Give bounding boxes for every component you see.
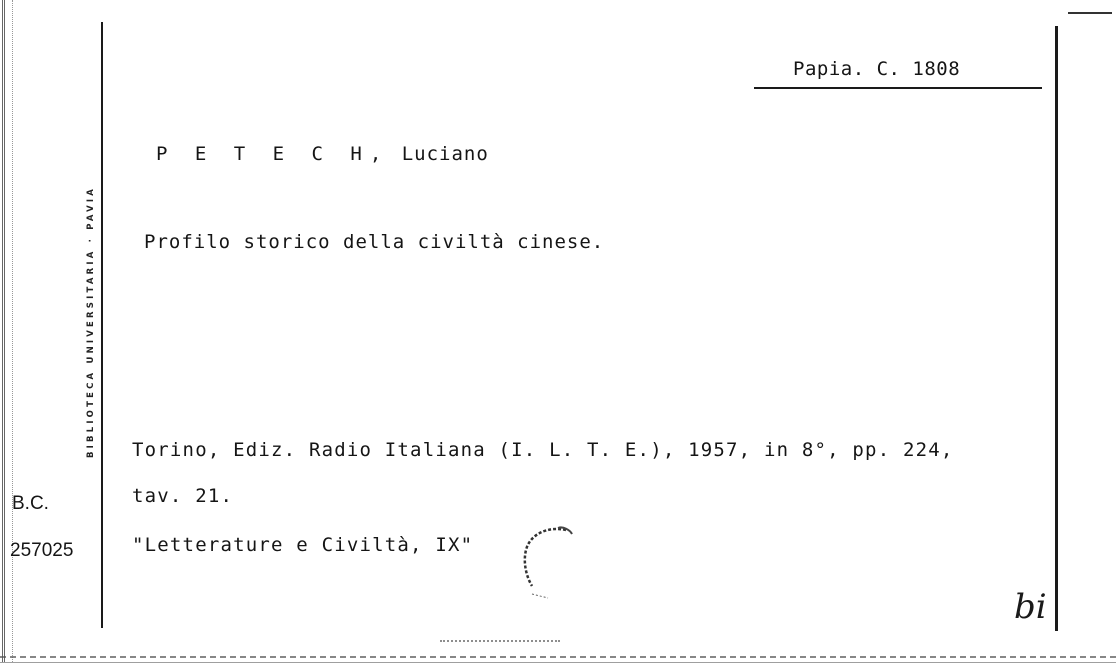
shelfmark-underline bbox=[754, 87, 1042, 89]
library-stamp: BIBLIOTECA UNIVERSITARIA · PAVIA bbox=[86, 185, 96, 459]
shelfmark: Papia. C. 1808 bbox=[793, 58, 961, 80]
left-margin-rule bbox=[101, 22, 103, 628]
series-note: "Letterature e Civiltà, IX" bbox=[132, 534, 474, 556]
author-surname: P E T E C H, bbox=[156, 143, 390, 165]
ink-smudge bbox=[518, 524, 574, 604]
book-title: Profilo storico della civiltà cinese. bbox=[144, 231, 605, 253]
collection-label: B.C. bbox=[12, 493, 49, 514]
imprint-line: Torino, Ediz. Radio Italiana (I. L. T. E.), 1957, in 8°, pp. 224, bbox=[132, 439, 954, 461]
scan-edge-top-right bbox=[1068, 12, 1112, 14]
plates-line: tav. 21. bbox=[132, 485, 234, 507]
scan-edge-left bbox=[2, 0, 11, 662]
author-given-name: Luciano bbox=[401, 143, 489, 165]
scan-edge-bottom bbox=[0, 656, 1116, 663]
inventory-number: 257025 bbox=[10, 540, 74, 561]
right-margin-rule bbox=[1055, 26, 1058, 631]
scan-edge-left-inner bbox=[12, 0, 14, 662]
scan-noise-dots bbox=[440, 640, 560, 652]
author-heading bbox=[156, 143, 489, 165]
cataloguer-initials: bi bbox=[1014, 587, 1047, 627]
